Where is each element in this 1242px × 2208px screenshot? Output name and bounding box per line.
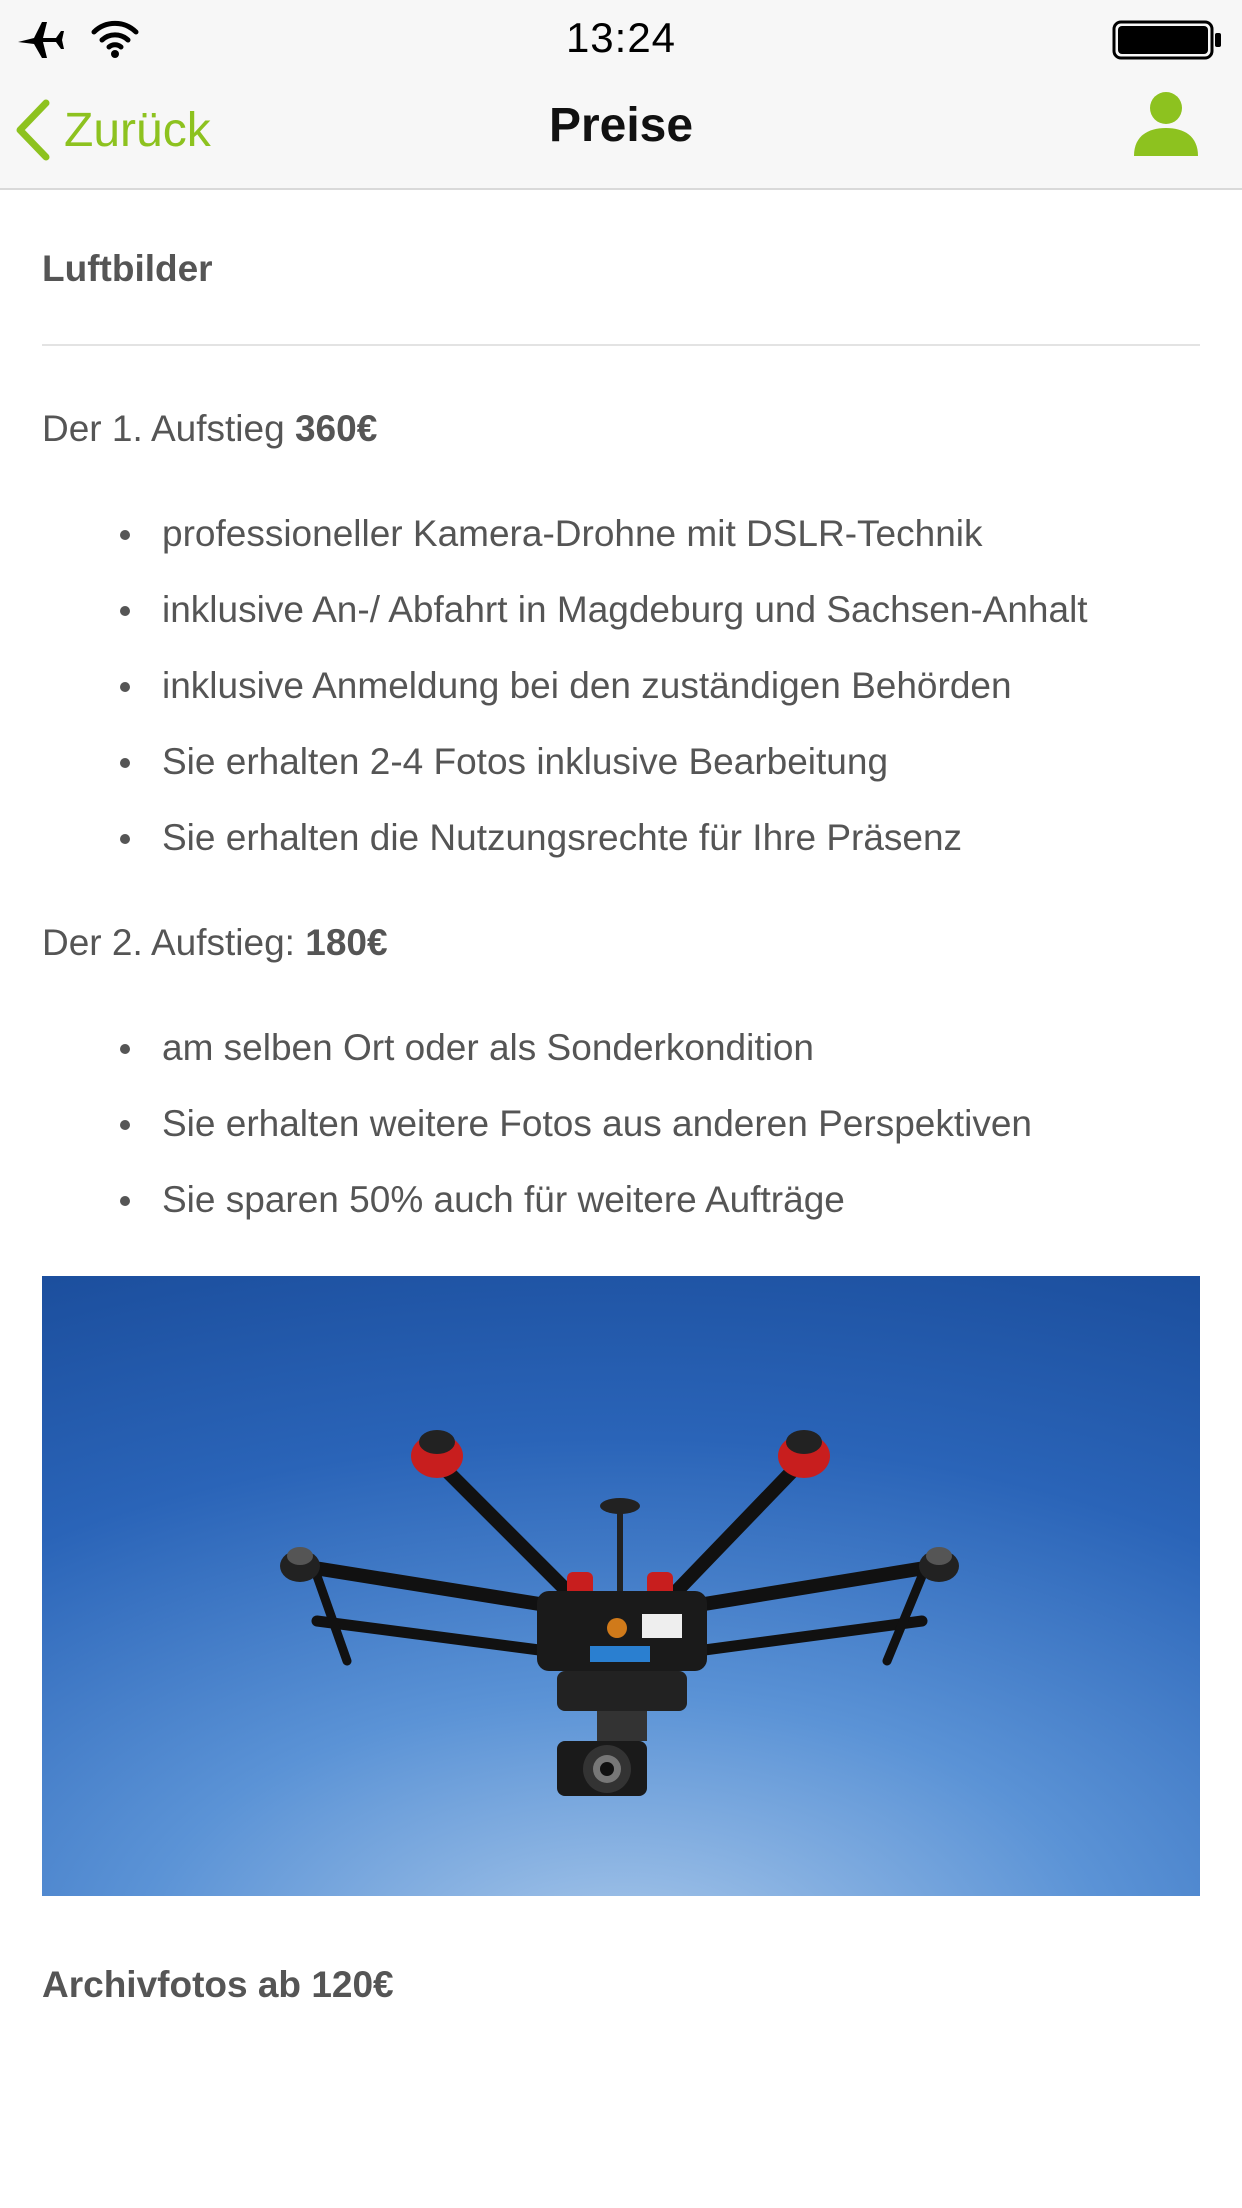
second-ascent-price: 180€ — [305, 922, 388, 963]
person-icon[interactable] — [1130, 88, 1202, 160]
list-item: Sie erhalten die Nutzungsrechte für Ihre Präsenz — [162, 800, 1200, 876]
second-ascent-label: Der 2. Aufstieg: — [42, 922, 306, 963]
list-item: professioneller Kamera-Drohne mit DSLR-Technik — [162, 496, 1200, 572]
navigation-bar — [0, 80, 1242, 190]
divider — [42, 344, 1200, 346]
list-item: Sie sparen 50% auch für weitere Aufträge — [162, 1162, 1200, 1238]
status-time: 13:24 — [565, 14, 677, 61]
second-ascent-price-line — [42, 920, 1200, 966]
archive-title: Archivfotos ab 120€ — [42, 1964, 394, 2005]
first-ascent-label: Der 1. Aufstieg — [42, 408, 295, 449]
main-content — [42, 188, 1200, 2008]
drone-photo — [42, 1276, 1200, 1896]
list-item: Sie erhalten weitere Fotos aus anderen Perspektiven — [162, 1086, 1200, 1162]
list-item: am selben Ort oder als Sonderkondition — [162, 1010, 1200, 1086]
first-ascent-price: 360€ — [294, 408, 378, 449]
list-item: Sie erhalten 2-4 Fotos inklusive Bearbeitung — [162, 724, 1200, 800]
list-item — [162, 572, 1200, 648]
back-button-label: Zurück — [64, 103, 211, 157]
battery-icon — [1112, 20, 1224, 60]
first-ascent-price-line — [42, 406, 1200, 452]
first-ascent-features — [42, 496, 1200, 876]
list-item: inklusive Anmeldung bei den zuständigen Behörden — [162, 648, 1200, 724]
list-item-text: inklusive An-/ Abfahrt in Magdeburg und Sachsen-Anhalt — [162, 589, 1088, 630]
status-bar — [0, 0, 1242, 80]
section-title: Luftbilder — [42, 248, 213, 289]
page-title: Preise — [548, 99, 694, 152]
second-ascent-features — [42, 1010, 1200, 1238]
